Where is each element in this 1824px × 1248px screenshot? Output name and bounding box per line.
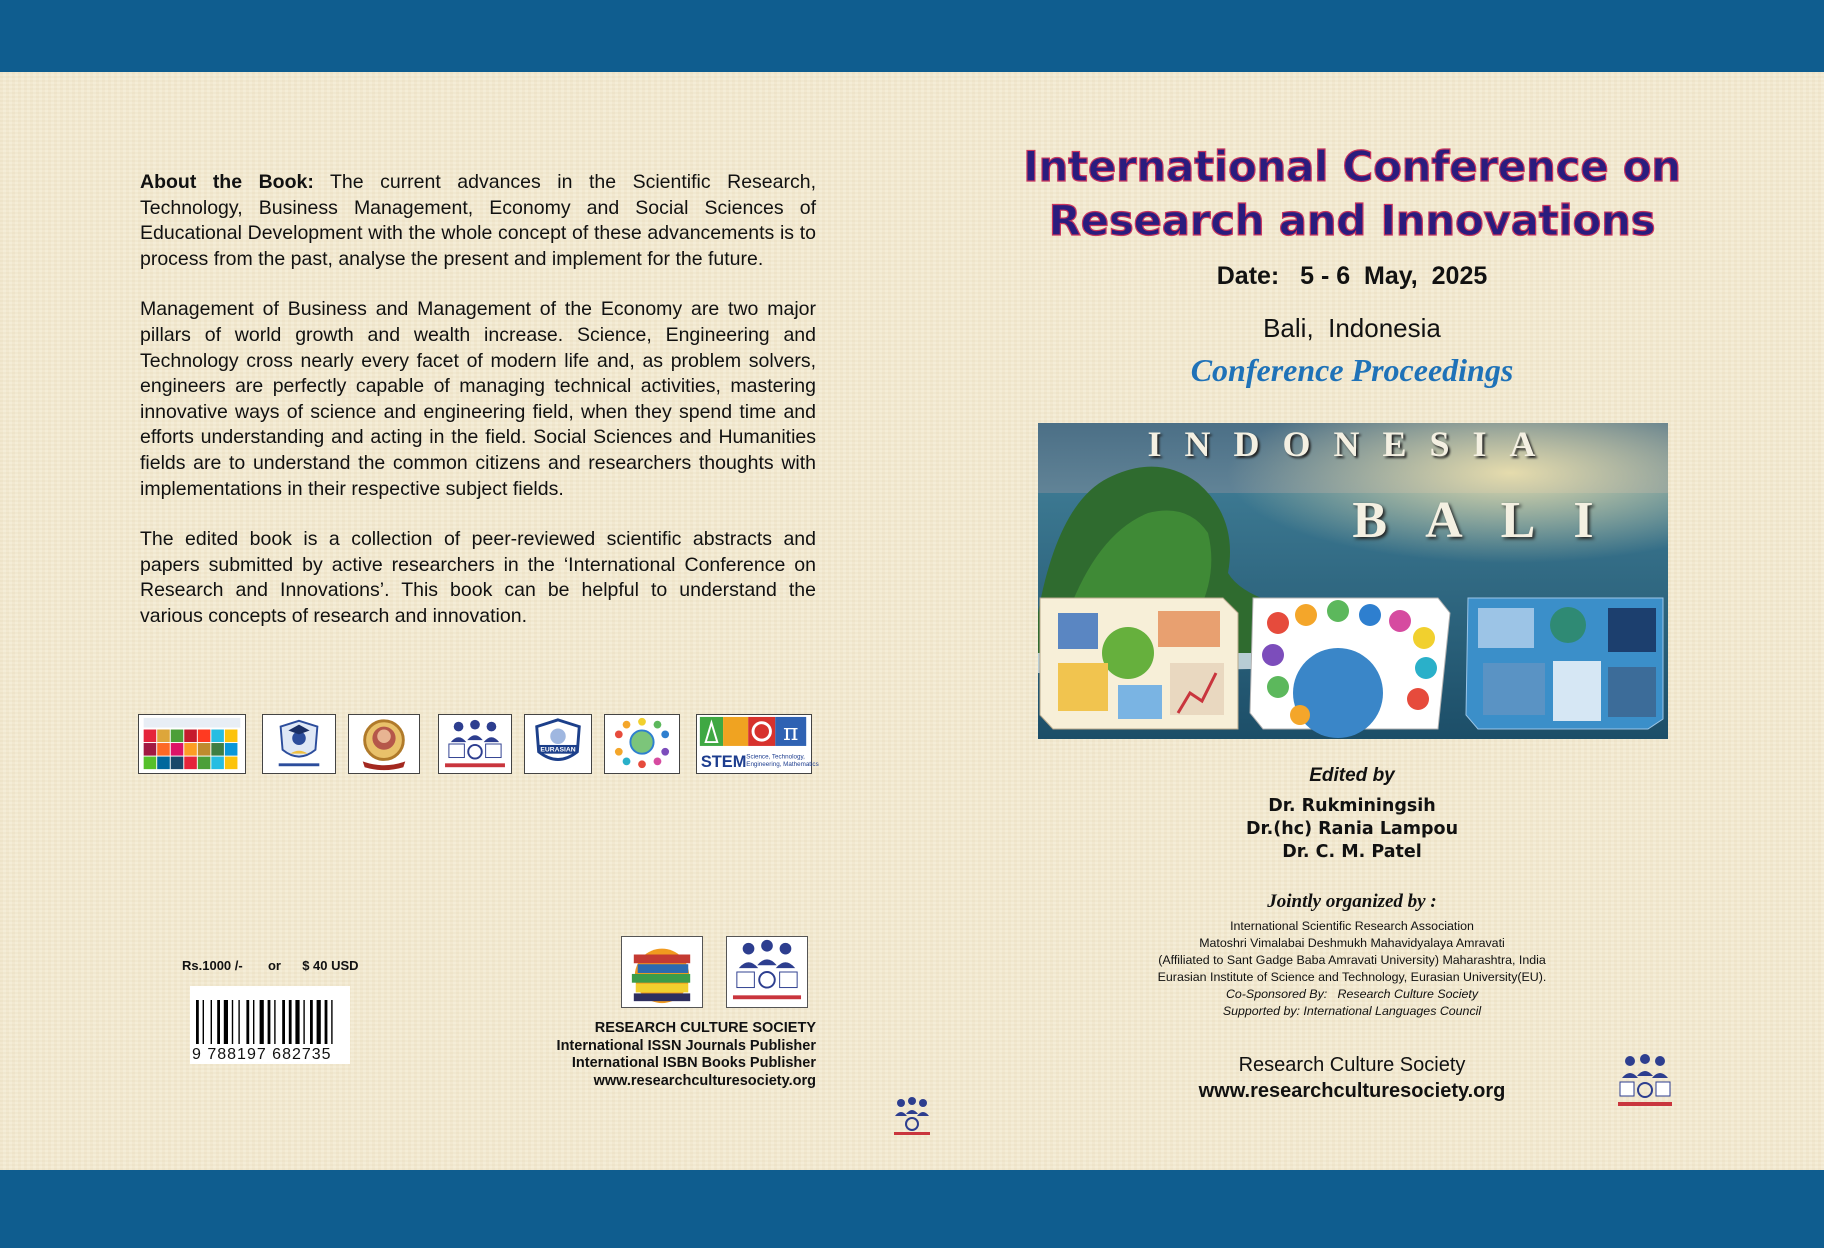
- title-line-2: Research and Innovations: [1048, 196, 1656, 245]
- photo-indonesia-text: INDONESIA: [1147, 424, 1559, 464]
- about-paragraph-1: [140, 170, 816, 272]
- publisher-block: [520, 1020, 816, 1090]
- organizers-list: [960, 918, 1744, 1020]
- price-line: [182, 958, 359, 973]
- organizer-1: International Scientific Research Association: [1230, 919, 1474, 933]
- jointly-organized-label: Jointly organized by :: [1267, 891, 1437, 912]
- organizer-3: (Affiliated to Sant Gadge Baba Amravati University) Maharashtra, India: [1158, 953, 1546, 967]
- about-paragraph-2: Management of Business and Management of the Economy are two major pillars of world growth and wealth increase. Science, Engineering and Technology cross nearly every facet of modern life and, as problem solvers, engineers are perfectly capable of managing technical activities, mastering innovative ways of science and engineering field, when they spend time and efforts understanding and acting in the field. Social Sciences and Humanities fields are to understand the common citizens and researchers thoughts with implementations in their respective subject fields.: [140, 298, 816, 500]
- about-text-1: The current advances in the Scientific Research, Technology, Business Management, Economy and Social Sciences of Educational Development with the whole concept of these advancements is to process from the past, analyse the present and implement for the future.: [140, 171, 816, 270]
- publisher-url: www.researchculturesociety.org: [593, 1072, 816, 1089]
- organizer-2: Matoshri Vimalabai Deshmukh Mahavidyalaya Amravati: [1199, 936, 1505, 950]
- conference-place: Bali, Indonesia: [1263, 313, 1441, 343]
- title-line-1: International Conference on: [1023, 142, 1681, 191]
- about-paragraph-3: The edited book is a collection of peer-reviewed scientific abstracts and papers submitted by active researchers in the ‘International Conference on Research and Innovations’. This book can be helpful to understand the various concepts of research and innovation.: [140, 528, 816, 627]
- society-url: www.researchculturesociety.org: [1198, 1080, 1506, 1102]
- price-usd: $ 40 USD: [302, 958, 359, 973]
- top-band: [0, 0, 1824, 72]
- publisher-name: RESEARCH CULTURE SOCIETY: [594, 1020, 816, 1036]
- editor-2: Dr.(hc) Rania Lampou: [1245, 819, 1459, 839]
- portrait-emblem-logo: [348, 714, 420, 774]
- stem-logo-text: STEM: [700, 753, 747, 772]
- front-society-icon: [1614, 1052, 1676, 1110]
- editor-1: Dr. Rukminingsih: [1268, 796, 1436, 816]
- research-society-publisher-icon: [726, 936, 808, 1008]
- bali-cover-image: [1038, 423, 1668, 739]
- stem-logo-subtext: Science, Technology, Engineering, Mathematics: [746, 753, 819, 769]
- photo-bali-text: BALI: [1352, 492, 1632, 549]
- publisher-line-2: International ISBN Books Publisher: [571, 1055, 816, 1071]
- edited-by-label: Edited by: [1309, 765, 1395, 786]
- price-rupees: Rs.1000 /-: [182, 958, 243, 973]
- supporter: Supported by: International Languages Council: [1222, 1004, 1482, 1018]
- organizer-4: Eurasian Institute of Science and Technology, Eurasian University(EU).: [1157, 970, 1547, 984]
- eurasian-logo-text: EURASIAN: [540, 746, 576, 754]
- conference-date: Date: 5 - 6 May, 2025: [1216, 262, 1488, 290]
- society-name: Research Culture Society: [1238, 1054, 1466, 1076]
- conference-proceedings-label: Conference Proceedings: [1190, 352, 1514, 388]
- books-stack-icon: [621, 936, 703, 1008]
- research-culture-society-logo: [438, 714, 512, 774]
- conference-title: [960, 140, 1744, 248]
- publisher-line-1: International ISSN Journals Publisher: [556, 1037, 816, 1054]
- about-label: About the Book:: [140, 171, 314, 193]
- stem-logo: [696, 714, 819, 774]
- bottom-band: [0, 1170, 1824, 1248]
- sdg-goals-logo: [138, 714, 246, 774]
- languages-council-logo: [604, 714, 680, 774]
- scholar-shield-logo: [262, 714, 336, 774]
- partner-logos: [138, 714, 818, 778]
- about-the-book: [140, 170, 816, 655]
- eurasian-university-logo: [524, 714, 592, 774]
- spine-society-icon: [891, 1096, 933, 1136]
- isbn-number: 9 788197 682735: [192, 1046, 332, 1063]
- editors-list: [960, 795, 1744, 864]
- svg-text:π: π: [783, 719, 799, 747]
- co-sponsor: Co-Sponsored By: Research Culture Society: [1225, 987, 1479, 1001]
- editor-3: Dr. C. M. Patel: [1282, 842, 1422, 862]
- price-or: or: [267, 958, 281, 973]
